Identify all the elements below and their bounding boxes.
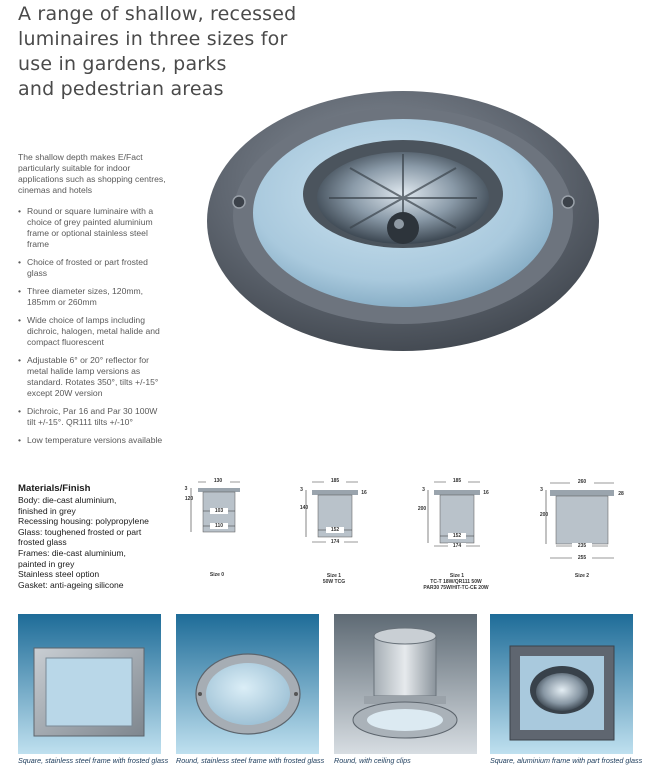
photo-caption: Square, aluminium frame with part frosted glass <box>490 756 643 765</box>
headline-line: luminaires in three sizes for <box>18 28 288 50</box>
diagram-label: 50W TCG <box>322 579 346 585</box>
list-item <box>18 257 168 279</box>
photo-square-aluminium-part-frosted <box>490 614 633 754</box>
headline-line: use in gardens, parks <box>18 53 227 75</box>
list-item <box>18 206 168 250</box>
feature-list <box>18 206 168 453</box>
list-item <box>18 315 168 348</box>
photo-caption: Square, stainless steel frame with frosted glass <box>18 756 169 765</box>
list-item-text: Choice of frosted or part frosted glass <box>27 257 148 278</box>
dimension-side: 3 <box>422 487 425 493</box>
list-item-text: Dichroic, Par 16 and Par 30 100W tilt +/-15°. QR111 tilts +/-10° <box>27 406 158 427</box>
list-item-text: Three diameter sizes, 120mm, 185mm or 260mm <box>27 286 144 307</box>
photo-round-ceiling-clips <box>334 614 477 754</box>
headline <box>18 2 308 102</box>
photo-round-stainless-frosted <box>176 614 319 754</box>
dimension-inner: 152 <box>326 527 344 533</box>
list-item <box>18 355 168 399</box>
dimension-top: 260 <box>570 479 594 485</box>
materials-line: painted in grey <box>18 558 75 569</box>
list-item-text: Adjustable 6° or 20° reflector for metal halide lamp versions as standard. Rotates 350°, tilts +/-15° except 20W version <box>27 355 159 398</box>
dimension-right: 16 <box>361 490 367 496</box>
dimension-bottom: 174 <box>448 543 466 549</box>
dimension-bottom: 110 <box>210 523 228 529</box>
bullet-glyph: • <box>18 257 22 267</box>
bullet-glyph: • <box>18 355 22 365</box>
dimension-side: 3 <box>184 486 188 492</box>
materials-line: frosted glass <box>18 537 67 548</box>
materials-heading: Materials/Finish <box>18 483 91 494</box>
dimension-diagram-size-2 <box>538 478 628 588</box>
bullet-glyph: • <box>18 406 22 416</box>
headline-line: and pedestrian areas <box>18 78 224 100</box>
headline-line: A range of shallow, recessed <box>18 3 297 25</box>
photo-square-stainless-frosted <box>18 614 161 754</box>
bullet-glyph: • <box>18 315 22 325</box>
dimension-top: 130 <box>206 478 230 484</box>
photo-caption: Round, with ceiling clips <box>334 756 411 765</box>
bullet-glyph: • <box>18 435 22 445</box>
dimension-right: 16 <box>483 490 489 496</box>
list-item <box>18 406 168 428</box>
bullet-glyph: • <box>18 286 22 296</box>
materials-line: finished in grey <box>18 505 76 516</box>
dimension-inner: 103 <box>210 508 228 514</box>
materials-line: Glass: toughened frosted or part <box>18 526 142 537</box>
materials-section <box>18 483 178 590</box>
dimension-diagram-size-1 <box>298 478 370 588</box>
list-item <box>18 435 168 446</box>
materials-line: Recessing housing: polypropylene <box>18 516 149 527</box>
photo-caption: Round, stainless steel frame with frosted glass <box>176 756 325 765</box>
diagram-label: Size 2 <box>574 573 590 579</box>
dimension-diagram-size-1-deep <box>408 478 504 602</box>
materials-line: Stainless steel option <box>18 569 100 580</box>
dimension-side: 3 <box>300 487 303 493</box>
dimension-bottom: 174 <box>326 539 344 545</box>
diagram-label: Size 1 <box>326 573 342 579</box>
list-item-text: Round or square luminaire with a choice of grey painted aluminium frame or optional stainless steel frame <box>27 206 154 249</box>
dimension-diagram-size-0 <box>182 478 252 578</box>
dimension-side: 3 <box>540 487 543 493</box>
dimension-right: 28 <box>618 491 624 497</box>
diagram-label: PAR30 75W/HIT-TC-CE 20W <box>423 585 489 591</box>
diagram-label: Size 0 <box>209 572 225 578</box>
intro-paragraph: The shallow depth makes E/Fact particularly suitable for indoor applications such as shopping centres, cinemas and hotels <box>18 152 166 195</box>
dimension-top: 185 <box>446 478 468 484</box>
dimension-bottom: 255 <box>572 555 592 561</box>
dimension-side: 200 <box>417 506 427 512</box>
dimension-side: 200 <box>539 512 549 518</box>
dimension-inner: 152 <box>448 533 466 539</box>
dimension-inner: 235 <box>572 543 592 549</box>
list-item <box>18 286 168 308</box>
list-item-text: Low temperature versions available <box>27 435 163 445</box>
diagram-label: Size 1 <box>449 573 465 579</box>
materials-line: Body: die-cast aluminium, <box>18 495 117 505</box>
dimension-side: 120 <box>184 496 194 502</box>
hero-luminaire-image <box>205 88 600 353</box>
materials-line: Frames: die-cast aluminium, <box>18 547 126 558</box>
materials-line: Gasket: anti-ageing silicone <box>18 579 124 590</box>
dimension-side: 140 <box>299 505 309 511</box>
diagram-label: TC-T 18W/QR111 50W <box>430 579 482 585</box>
dimension-top: 185 <box>324 478 346 484</box>
bullet-glyph: • <box>18 206 22 216</box>
list-item-text: Wide choice of lamps including dichroic, halogen, metal halide and compact fluorescent <box>27 315 160 347</box>
